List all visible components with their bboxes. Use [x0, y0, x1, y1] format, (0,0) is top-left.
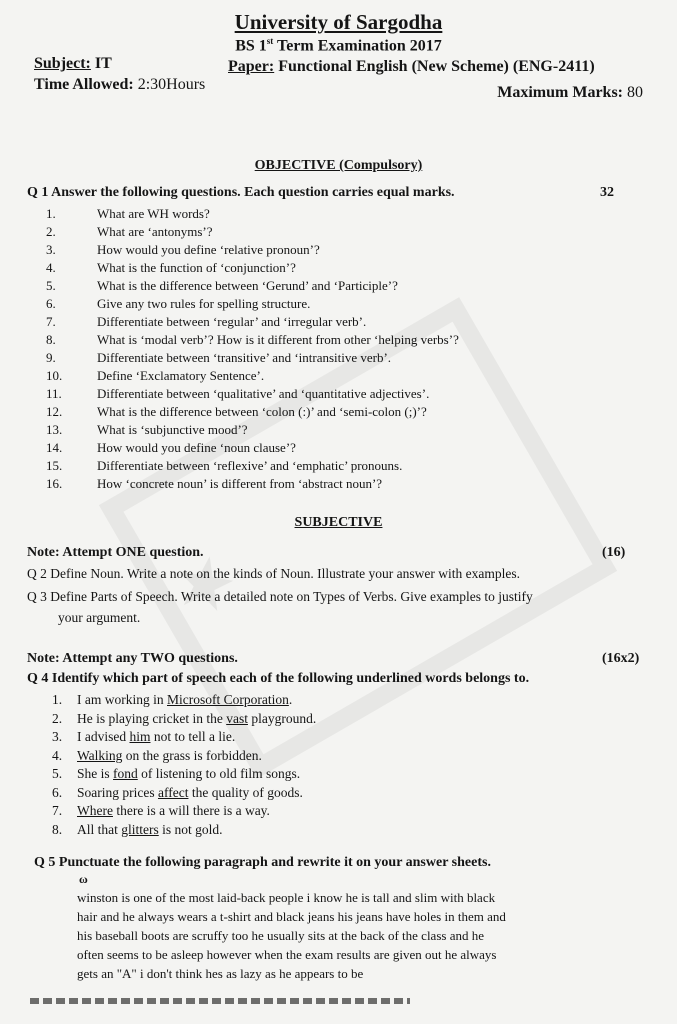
paragraph-line: gets an "A" i don't think hes as lazy as he appears to be: [77, 966, 364, 981]
objective-list: [46, 205, 459, 493]
note-attempt-two-marks: (16x2): [602, 651, 640, 666]
question-3-continued: your argument.: [58, 610, 141, 625]
list-item: 3. I advised him not to tell a lie.: [52, 729, 236, 744]
list-item: 16. How ‘concrete noun’ is different from ‘abstract noun’?: [46, 476, 383, 491]
list-item: 7. Differentiate between ‘regular’ and ‘irregular verb’.: [46, 314, 367, 329]
question-4: Q 4 Identify which part of speech each of the following underlined words belongs to.: [27, 671, 530, 686]
list-item: 15. Differentiate between ‘reflexive’ and ‘emphatic’ pronouns.: [46, 458, 403, 473]
maximum-marks: Maximum Marks: 80: [497, 84, 643, 101]
list-item: 13. What is ‘subjunctive mood’?: [46, 422, 248, 437]
paragraph-line: often seems to be asleep however when the exam results are given out he always: [77, 947, 497, 962]
list-item: 9. Differentiate between ‘transitive’ and ‘intransitive verb’.: [46, 350, 392, 365]
note-attempt-one-marks: (16): [602, 545, 626, 560]
list-item: 8. What is ‘modal verb’? How is it different from other ‘helping verbs’?: [46, 332, 459, 347]
university-title: University of Sargodha: [234, 10, 443, 34]
paragraph-line: his baseball boots are scruffy too he usually sits at the back of the class and he: [77, 928, 484, 943]
subject-line: Subject: IT: [34, 55, 112, 72]
note-attempt-one: Note: Attempt ONE question.: [27, 545, 204, 560]
list-item: 4. Walking on the grass is forbidden.: [52, 747, 262, 763]
paper-line: Paper: Functional English (New Scheme) (ENG-2411): [228, 58, 595, 75]
list-item: 1. What are WH words?: [46, 206, 210, 221]
list-item: 5. She is fond of listening to old film songs.: [52, 766, 301, 781]
question-2: Q 2 Define Noun. Write a note on the kinds of Noun. Illustrate your answer with examples.: [27, 566, 520, 581]
list-item: 11. Differentiate between ‘qualitative’ and ‘quantitative adjectives’.: [46, 386, 430, 401]
question-1-marks: 32: [600, 185, 614, 200]
list-item: 7. Where there is a will there is a way.: [52, 803, 270, 818]
paragraph-line: winston is one of the most laid-back people i know he is tall and slim with black: [77, 890, 496, 905]
objective-heading: OBJECTIVE (Compulsory): [254, 158, 423, 173]
list-item: 1. I am working in Microsoft Corporation.: [52, 692, 293, 707]
list-item: 3. How would you define ‘relative pronoun’?: [46, 242, 320, 257]
list-item: 5. What is the difference between ‘Gerund’ and ‘Participle’?: [46, 278, 398, 293]
subjective-heading: SUBJECTIVE: [294, 515, 383, 530]
question-5: Q 5 Punctuate the following paragraph and rewrite it on your answer sheets.: [34, 855, 491, 870]
question-1: Q 1 Answer the following questions. Each question carries equal marks.: [27, 185, 455, 200]
note-attempt-two: Note: Attempt any TWO questions.: [27, 651, 238, 666]
list-item: 2. He is playing cricket in the vast playground.: [52, 710, 317, 726]
list-item: 6. Give any two rules for spelling structure.: [46, 296, 311, 311]
paragraph-line: hair and he always wears a t-shirt and black jeans his jeans have holes in them and: [77, 909, 506, 924]
handwritten-mark: ω: [79, 872, 88, 886]
exam-title: BS 1st Term Examination 2017: [235, 36, 442, 55]
list-item: 4. What is the function of ‘conjunction’?: [46, 260, 296, 275]
punctuation-paragraph: [77, 888, 612, 983]
question-4-list: [52, 691, 316, 839]
watermark-text: ★: [153, 533, 257, 632]
list-item: 10. Define ‘Exclamatory Sentence’.: [46, 368, 265, 383]
time-allowed: Time Allowed: 2:30Hours: [34, 76, 206, 93]
question-3: Q 3 Define Parts of Speech. Write a detailed note on Types of Verbs. Give examples to justify: [27, 589, 533, 604]
list-item: 6. Soaring prices affect the quality of goods.: [52, 784, 303, 800]
list-item: 14. How would you define ‘noun clause’?: [46, 440, 296, 455]
list-item: 12. What is the difference between ‘colon (:)’ and ‘semi-colon (;)’?: [46, 404, 427, 419]
cut-off-text-line: [30, 998, 410, 1004]
list-item: 8. All that glitters is not gold.: [52, 821, 223, 837]
list-item: 2. What are ‘antonyms’?: [46, 224, 213, 239]
